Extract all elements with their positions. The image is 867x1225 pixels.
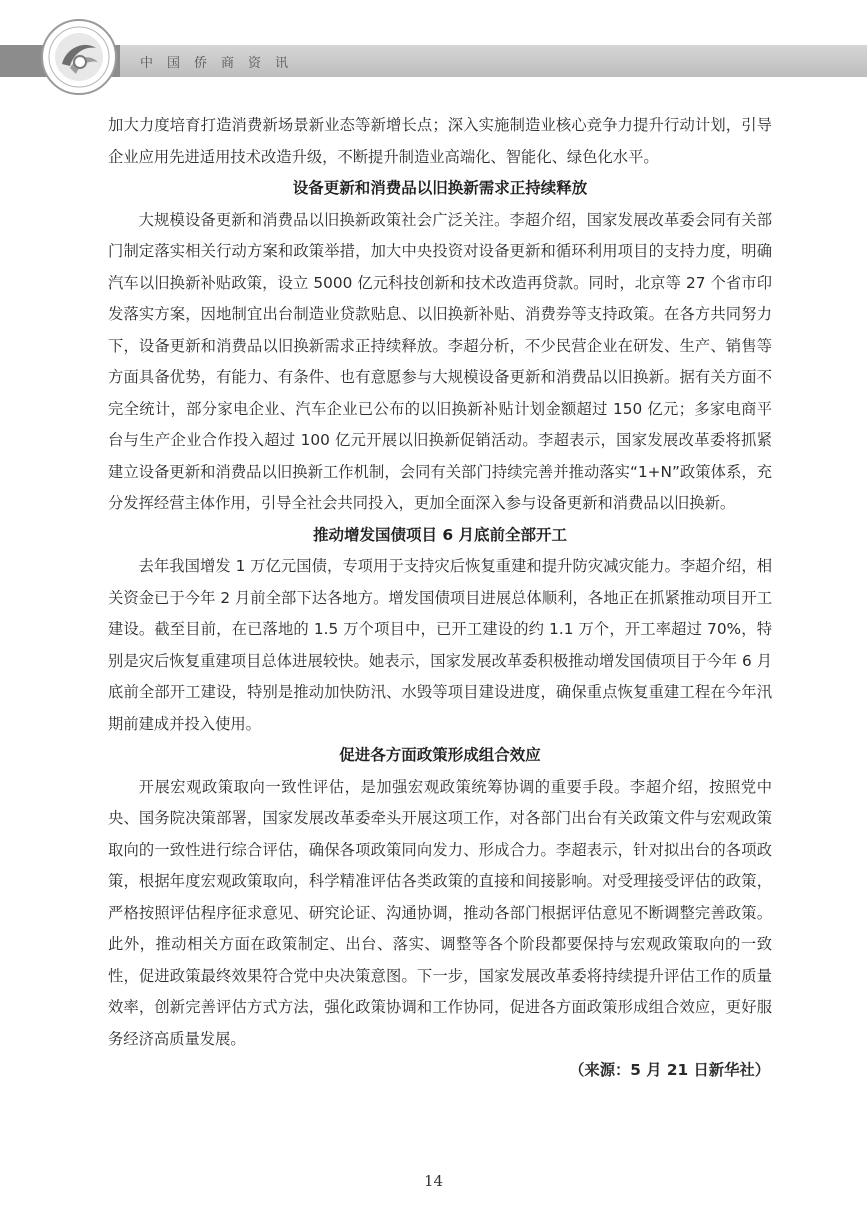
article-paragraph: 加大力度培育打造消费新场景新业态等新增长点；深入实施制造业核心竞争力提升行动计划，引导企业应用先进适用技术改造升级，不断提升制造业高端化、智能化、绿色化水平。: [108, 116, 772, 166]
article-paragraph: 开展宏观政策取向一致性评估，是加强宏观政策统筹协调的重要手段。李超介绍，按照党中央、国务院决策部署，国家发展改革委牵头开展这项工作，对各部门出台有关政策文件与宏观政策取向的一致性进行综合评估，确保各项政策同向发力、形成合力。李超表示，针对拟出台的各项政策，根据年度宏观政策取向，科学精准评估各类政策的直接和间接影响。对受理接受评估的政策，严格按照评估程序征求意见、研究论证、沟通协调，推动各部门根据评估意见不断调整完善政策。此外，推动相关方面在政策制定、出台、落实、调整等各个阶段都要保持与宏观政策取向的一致性，促进政策最终效果符合党中央决策意图。下一步，国家发展改革委将持续提升评估工作的质量效率，创新完善评估方式方法，强化政策协调和工作协同，促进各方面政策形成组合效应，更好服务经济高质量发展。: [108, 777, 772, 1048]
page-number: 14: [423, 1172, 444, 1190]
section-heading: 设备更新和消费品以旧换新需求正持续释放: [292, 179, 588, 197]
header-title: 中国侨商资讯: [140, 56, 303, 71]
header-bar: [0, 45, 867, 77]
section-heading: 促进各方面政策形成组合效应: [339, 746, 541, 764]
source-citation: （来源：5 月 21 日新华社）: [569, 1061, 770, 1079]
logo: [40, 18, 118, 96]
section-heading: 推动增发国债项目 6 月底前全部开工: [312, 525, 568, 544]
article-body: [108, 110, 772, 1087]
article-paragraph: 去年我国增发 1 万亿元国债，专项用于支持灾后恢复重建和提升防灾减灾能力。李超介绍，相关资金已于今年 2 月前全部下达各地方。增发国债项目进展总体顺利，各地正在抓紧推动项目开工建设。截至目前，在已落地的 1.5 万个项目中，已开工建设的约 1.1 万个，开工率超过 70%，特别是灾后恢复重建项目总体进展较快。她表示，国家发展改革委积极推动增发国债项目于今年 6 月底前全部开工建设，特别是推动加快防汛、水毁等项目建设进度，确保重点恢复重建工程在今年汛期前建成并投入使用。: [108, 557, 772, 733]
article-paragraph: 大规模设备更新和消费品以旧换新政策社会广泛关注。李超介绍，国家发展改革委会同有关部门制定落实相关行动方案和政策举措，加大中央投资对设备更新和循环利用项目的支持力度，明确汽车以旧换新补贴政策，设立 5000 亿元科技创新和技术改造再贷款。同时，北京等 27 个省市印发落实方案，因地制宜出台制造业贷款贴息、以旧换新补贴、消费券等支持政策。在各方共同努力下，设备更新和消费品以旧换新需求正持续释放。李超分析，不少民营企业在研发、生产、销售等方面具备优势，有能力、有条件、也有意愿参与大规模设备更新和消费品以旧换新。据有关方面不完全统计，部分家电企业、汽车企业已公布的以旧换新补贴计划金额超过 150 亿元；多家电商平台与生产企业合作投入超过 100 亿元开展以旧换新促销活动。李超表示，国家发展改革委将抓紧建立设备更新和消费品以旧换新工作机制，会同有关部门持续完善并推动落实“1+N”政策体系，充分发挥经营主体作用，引导全社会共同投入，更加全面深入参与设备更新和消费品以旧换新。: [108, 210, 772, 512]
